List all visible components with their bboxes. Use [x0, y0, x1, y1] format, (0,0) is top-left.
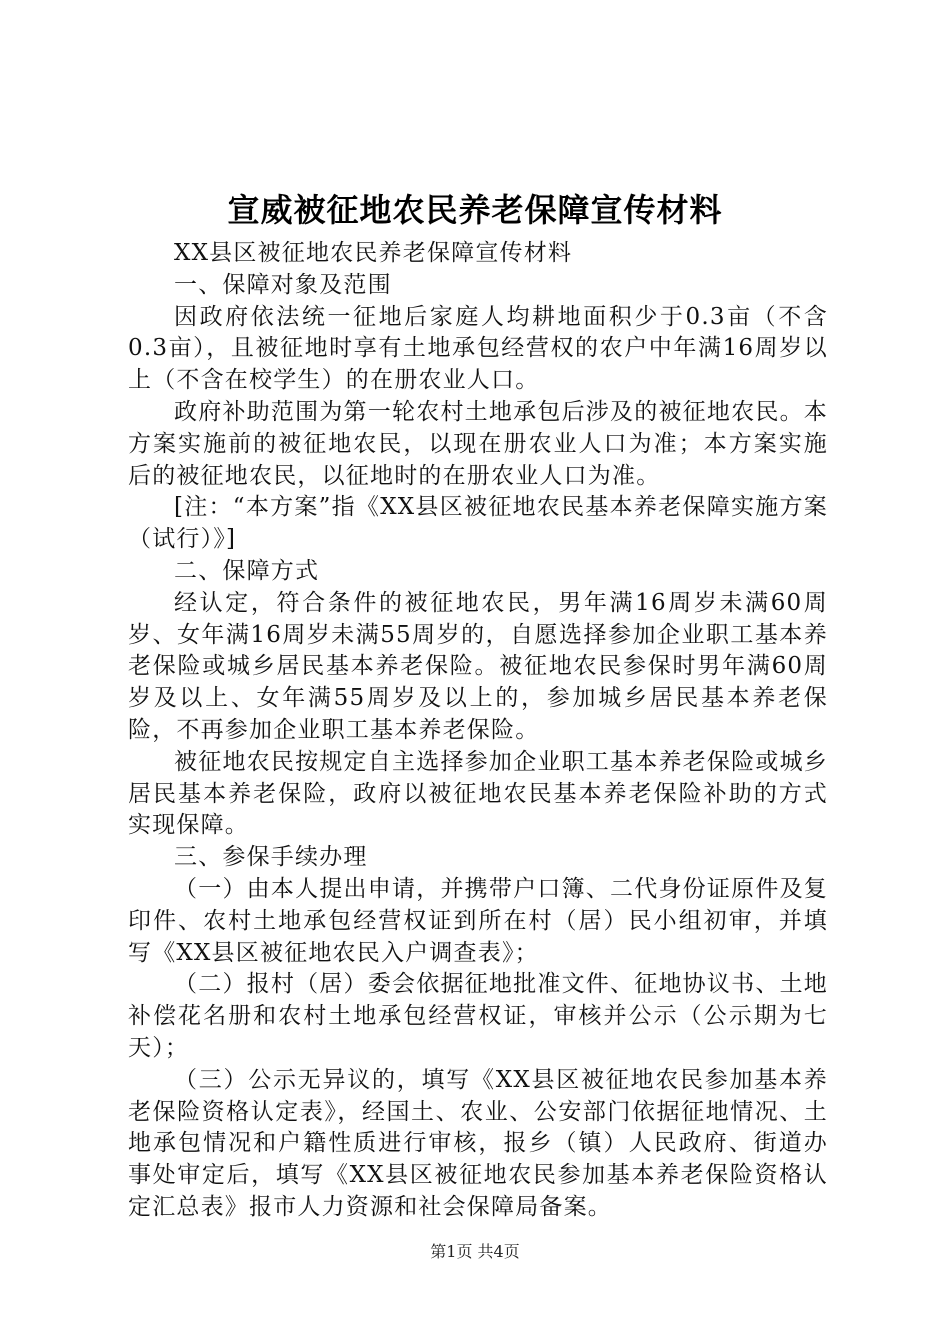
page-number-footer: 第1页 共4页 — [430, 1242, 520, 1261]
procedure-step: （一）由本人提出申请，并携带户口簿、二代身份证原件及复印件、农村土地承包经营权证到所在村（居）民小组初审，并填写《XX县区被征地农民入户调查表》； — [128, 875, 828, 966]
section-heading-1: 一、保障对象及范围 — [174, 271, 392, 298]
body-paragraph: 因政府依法统一征地后家庭人均耕地面积少于0.3亩（不含0.3亩），且被征地时享有土地承包经营权的农户中年满16周岁以上（不含在校学生）的在册农业人口。 — [128, 303, 828, 394]
body-paragraph: 经认定，符合条件的被征地农民，男年满16周岁未满60周岁、女年满16周岁未满55周岁的，自愿选择参加企业职工基本养老保险或城乡居民基本养老保险。被征地农民参保时男年满60周岁及以上、女年满55周岁及以上的，参加城乡居民基本养老保险，不再参加企业职工基本养老保险。 — [128, 589, 828, 743]
document-body — [128, 238, 828, 1224]
body-paragraph: 被征地农民按规定自主选择参加企业职工基本养老保险或城乡居民基本养老保险，政府以被征地农民基本养老保险补助的方式实现保障。 — [128, 748, 828, 839]
section-heading-2: 二、保障方式 — [174, 557, 320, 584]
procedure-step: （二）报村（居）委会依据征地批准文件、征地协议书、土地补偿花名册和农村土地承包经营权证，审核并公示（公示期为七天）； — [128, 971, 828, 1061]
section-heading-3: 三、参保手续办理 — [174, 844, 368, 871]
body-paragraph: 政府补助范围为第一轮农村土地承包后涉及的被征地农民。本方案实施前的被征地农民，以现在册农业人口为准；本方案实施后的被征地农民，以征地时的在册农业人口为准。 — [128, 398, 828, 489]
subtitle-paragraph: XX县区被征地农民养老保障宣传材料 — [174, 240, 573, 266]
document-title: 宣威被征地农民养老保障宣传材料 — [227, 191, 723, 229]
note-paragraph: [注：“本方案”指《XX县区被征地农民基本养老保障实施方案（试行）》] — [128, 494, 828, 553]
procedure-step: （三）公示无异议的，填写《XX县区被征地农民参加基本养老保险资格认定表》，经国土、农业、公安部门依据征地情况、土地承包情况和户籍性质进行审核，报乡（镇）人民政府、街道办事处审定后，填写《XX县区被征地农民参加基本养老保险资格认定汇总表》报市人力资源和社会保障局备案。 — [128, 1066, 828, 1220]
